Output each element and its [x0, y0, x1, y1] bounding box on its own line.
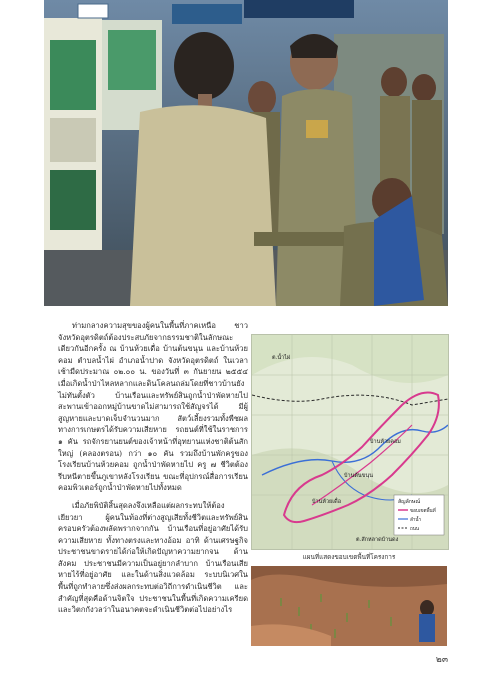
map-place-label: บ้านห้วยคอม [370, 439, 401, 445]
map-caption: แผนที่แสดงขอบเขตพื้นที่โครงการ [302, 553, 396, 561]
legend-item: ลำน้ำ [410, 518, 422, 523]
page-number: ๒๓ [435, 655, 448, 665]
photo-officials-inspection [44, 0, 448, 306]
map-place-label: ต.น้ำไผ่ [272, 355, 291, 361]
legend-item: ขอบเขตพื้นที่ [410, 509, 436, 514]
map-legend [394, 495, 444, 535]
article-body [58, 320, 248, 622]
legend-title: สัญลักษณ์ [398, 499, 421, 505]
map-place-label: บ้านห้วยเดื่อ [312, 499, 342, 505]
map-place-label: บ้านต้นขนุน [344, 473, 373, 479]
photo-eroded-field [251, 566, 447, 646]
project-area-map [251, 334, 449, 550]
body-paragraph: เมื่อภัยพิบัติสิ้นสุดลงจึงเหลือแต่ผลกระทบให้ต้องเยียวยา ผู้คนในท้องที่ต่างสูญเสียทั้งชีวิตและทรัพย์สิน ครอบครัวต้องพลัดพรากจากกัน บ้านเรือนที่อยู่อาศัยได้รับความเสียหาย ทั้งทางตรงและทางอ้อม อาทิ ด้านเศรษฐกิจ ประชาชนขาดรายได้ก่อให้เกิดปัญหาความยากจน ด้านสังคม ประชาชนมีความเป็นอยู่ยากลำบาก บ้านเรือนเสียหายไร้ที่อยู่อาศัย และในด้านสิ่งแวดล้อม ระบบนิเวศในพื้นที่ถูกทำลายซึ่งส่งผลกระทบต่อวิถีการดำเนินชีวิต และสำคัญที่สุดคือด้านจิตใจ ประชาชนในพื้นที่เกิดความเครียดและวิตกกังวลว่าในอนาคตจะดำเนินชีวิตต่อไปอย่างไร [58, 500, 248, 615]
body-paragraph: ท่ามกลางความสุขของผู้คนในพื้นที่ภาคเหนือ ชาวจังหวัดอุตรดิตถ์ต้องประสบภัยจากธรรมชาติในลักษณะเดียวกันอีกครั้ง ณ บ้านห้วยเดื่อ บ้านต้นขนุน และบ้านห้วยคอม ตำบลน้ำไผ่ อำเภอน้ำปาด จังหวัดอุตรดิตถ์ ในเวลาเช้ามืดประมาณ ๐๒.๐๐ น. ของวันที่ ๓ กันยายน ๒๕๕๔ เมื่อเกิดน้ำป่าไหลหลากและดินโคลนถล่มโดยที่ชาวบ้านยังไม่ทันตั้งตัว บ้านเรือนและทรัพย์สินถูกน้ำป่าพัดหายไป สะพานเข้าออกหมู่บ้านขาดไม่สามารถใช้สัญจรได้ มีผู้สูญหายและบาดเจ็บจำนวนมาก สัตว์เลี้ยงรวมทั้งพืชผลทางการเกษตรได้รับความเสียหาย รถยนต์ที่ใช้ในราชการ ๑ คัน รถจักรยานยนต์ของเจ้าหน้าที่อุทยานแห่งชาติต้นสักใหญ่ (คลองตรอน) กว่า ๑๐ คัน รวมถึงบ้านพักครูของโรงเรียนบ้านห้วยคอม ถูกน้ำป่าพัดหายไป ครู ๗ ชีวิตต้องรีบหนีตายขึ้นภูเขาหลังโรงเรียน ขณะที่อุปกรณ์สื่อการเรียนคอมพิวเตอร์ถูกน้ำป่าพัดหายไปทั้งหมด [58, 321, 248, 493]
legend-item: ถนน [410, 527, 420, 532]
map-place-label: ต.สักหลาดบ้านดง [356, 537, 399, 543]
